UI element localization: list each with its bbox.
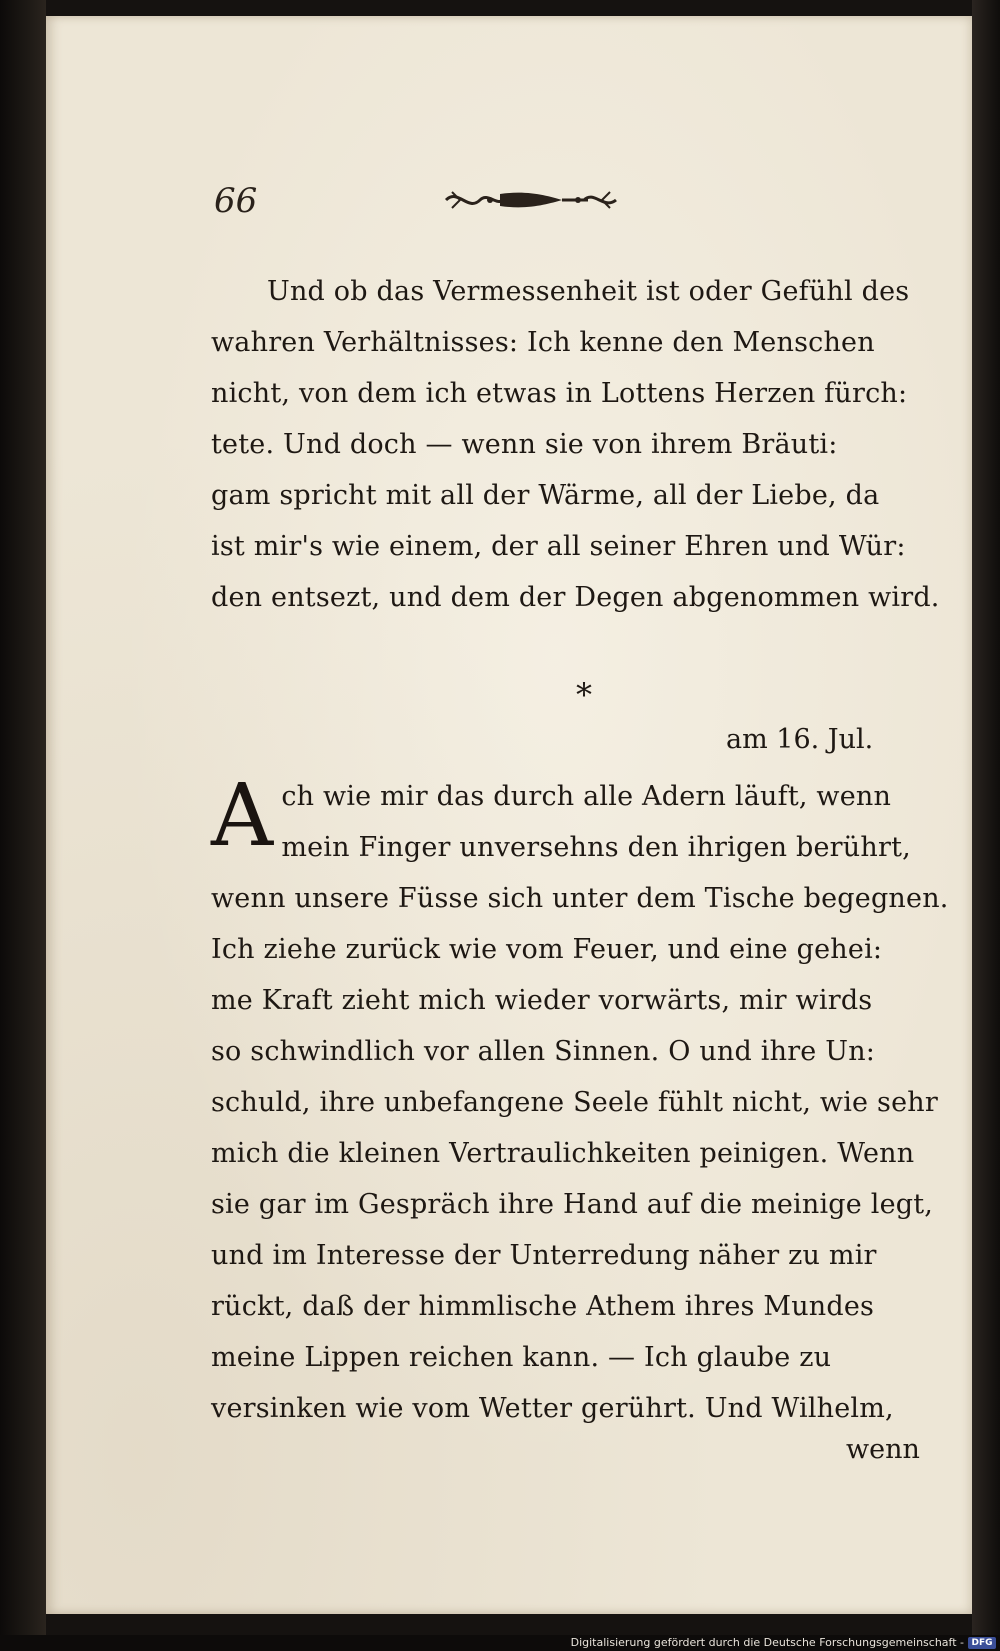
text-line: mein Finger unversehns den ihrigen berührt, [281, 832, 911, 863]
page-number: 66 [214, 181, 258, 221]
text-line: rückt, daß der himmlische Athem ihres Mundes [211, 1291, 875, 1322]
text-line: Und ob das Vermessenheit ist oder Gefühl des [267, 276, 910, 307]
paragraph-1 [211, 266, 940, 623]
drop-capital: A [211, 766, 274, 866]
text-line: mich die kleinen Vertraulichkeiten peinigen. Wenn [211, 1138, 915, 1169]
dfg-logo-icon: DFG [968, 1637, 996, 1649]
funding-credit: Digitalisierung gefördert durch die Deutsche Forschungsgemeinschaft - [570, 1636, 964, 1649]
text-line: und im Interesse der Unterredung näher zu mir [211, 1240, 877, 1271]
letter-dateline: am 16. Jul. [726, 724, 874, 755]
text-line: so schwindlich vor allen Sinnen. O und ihre Un: [211, 1036, 876, 1067]
vine-ornament-icon [438, 182, 624, 218]
text-line: meine Lippen reichen kann. — Ich glaube zu [211, 1342, 832, 1373]
book-right-edge [972, 0, 1000, 1651]
text-line: nicht, von dem ich etwas in Lottens Herzen fürch: [211, 378, 908, 409]
text-line: den entsezt, und dem der Degen abgenommen wird. [211, 582, 940, 613]
text-line: sie gar im Gespräch ihre Hand auf die meinige legt, [211, 1189, 934, 1220]
footer-bar [0, 1635, 1000, 1651]
section-separator: * [576, 676, 592, 714]
text-line: Ich ziehe zurück wie vom Feuer, und eine gehei: [211, 934, 883, 965]
text-line: tete. Und doch — wenn sie von ihrem Bräuti: [211, 429, 838, 460]
catchword: wenn [846, 1434, 920, 1465]
text-line: wahren Verhältnisses: Ich kenne den Menschen [211, 327, 875, 358]
text-line: wenn unsere Füsse sich unter dem Tische begegnen. [211, 883, 949, 914]
text-line: versinken wie vom Wetter gerührt. Und Wilhelm, [211, 1393, 894, 1424]
text-line: ist mir's wie einem, der all seiner Ehren und Wür: [211, 531, 906, 562]
text-line: gam spricht mit all der Wärme, all der Liebe, da [211, 480, 880, 511]
text-line: me Kraft zieht mich wieder vorwärts, mir wirds [211, 985, 873, 1016]
text-line: ch wie mir das durch alle Adern läuft, wenn [281, 781, 892, 812]
book-spine-edge [0, 0, 46, 1651]
book-page [46, 16, 972, 1614]
paragraph-2 [211, 766, 949, 1434]
text-line: schuld, ihre unbefangene Seele fühlt nicht, wie sehr [211, 1087, 938, 1118]
